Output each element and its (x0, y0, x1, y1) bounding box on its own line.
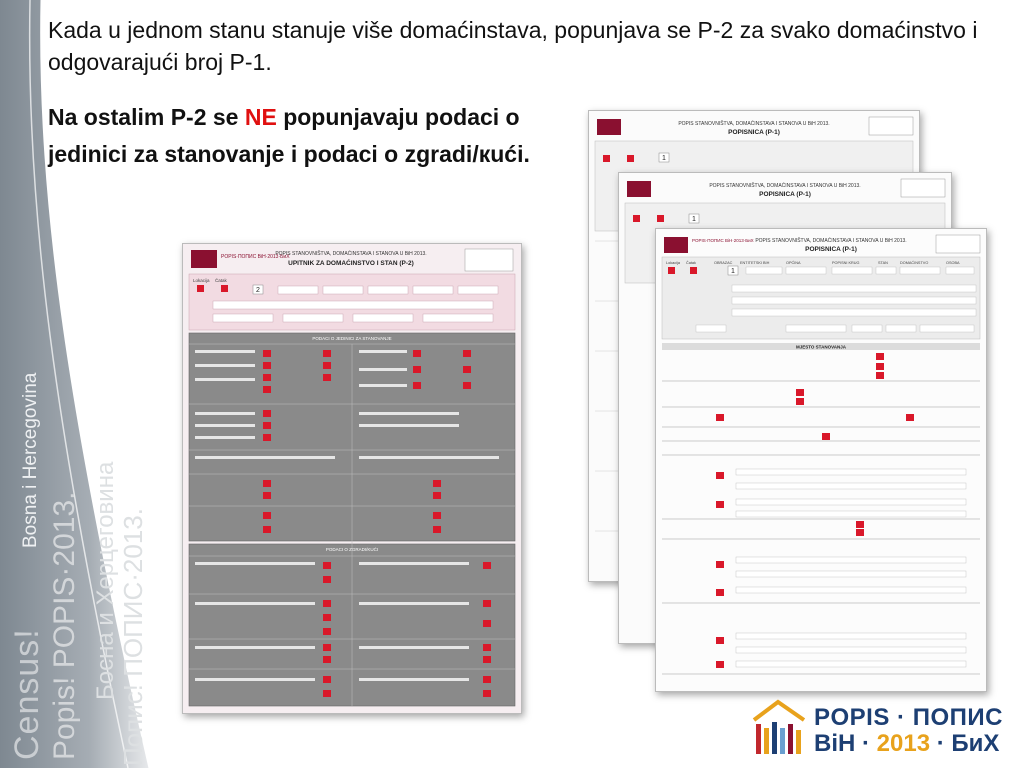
p1c-logo-text: POPIS·ПОПИС BiH·2013·БиХ (692, 238, 754, 243)
form-p1-front-drawing (656, 229, 986, 691)
p2-box-value: 2 (256, 287, 260, 294)
p2-field1: Lokacija (193, 278, 210, 283)
p1c-col-6: STAN (878, 261, 888, 265)
p1c-title: POPISNICA (P-1) (805, 246, 857, 253)
p2-field2: Čatak (215, 278, 227, 283)
p1c-section: MJESTO STANOVANJA (795, 344, 847, 350)
p1a-title: POPISNICA (P-1) (728, 129, 780, 136)
p1c-col-4: OPĆINA (786, 261, 801, 265)
p1c-col-0: Lokacija (666, 261, 680, 265)
logo-line1: POPIS · ПОПИС (814, 704, 1003, 731)
emphasis-paragraph (48, 99, 568, 173)
logo-line2-b: · БиХ (930, 730, 1000, 757)
p1c-col-1: Čatak (686, 261, 696, 265)
p1c-col-8: OSOBA (946, 261, 960, 265)
p2-section2: PODACI O ZGRADI/KUĆI (325, 547, 379, 552)
logo-house-icon (748, 698, 810, 760)
logo-line2-a: BiH · (814, 730, 877, 757)
p2-logo-text: POPIS·ПОПИС BiH·2013·БиХ (221, 254, 290, 260)
p2-title: UPITNIK ZA DOMAĆINSTVO I STAN (P-2) (288, 260, 414, 267)
emphasis-part1: Na ostalim P-2 se (48, 104, 245, 130)
logo-line2 (814, 730, 999, 758)
p1c-header: POPIS STANOVNIŠTVA, DOMAĆINSTAVA I STANOVA U BiH 2013. (755, 238, 907, 244)
p2-header: POPIS STANOVNIŠTVA, DOMAĆINSTAVA I STANOVA U BiH 2013. (275, 251, 427, 257)
form-p1-image-front (655, 228, 987, 692)
emphasis-ne: NE (244, 104, 277, 130)
form-p2-image (182, 243, 522, 714)
p1a-box-value: 1 (662, 155, 666, 162)
side-text-bih-cyrillic: Босна и Херцеговина (92, 461, 119, 700)
p1b-box-value: 1 (692, 216, 696, 223)
logo-year: 2013 (876, 730, 931, 757)
intro-paragraph: Kada u jednom stanu stanuje više domaćinstava, popunjava se P-2 za svako domaćinstvo i odgovarajući broj P-1. (48, 17, 978, 75)
emphasis-part2: popunjavaju podaci o jedinici za stanovanje i podaci o zgradi/кući. (48, 104, 530, 167)
form-p2-drawing (183, 244, 521, 713)
side-text-popis-cyrillic: Попис! ПОПИС·2013. (118, 508, 148, 766)
p2-section1: PODACI O JEDINICI ZA STANOVANJE (312, 336, 392, 341)
popis-logo (748, 698, 1018, 760)
side-text-bih-latin: Bosna i Hercegovina (20, 372, 41, 548)
p1c-col-2: OBRAZAC (714, 261, 733, 265)
side-text-census: Census! (8, 628, 46, 760)
p1c-col-5: POPISNI KRUG (832, 261, 860, 265)
p1b-header: POPIS STANOVNIŠTVA, DOMAĆINSTAVA I STANOVA U BiH 2013. (709, 183, 861, 189)
p1c-box-value: 1 (731, 268, 735, 275)
p1a-header: POPIS STANOVNIŠTVA, DOMAĆINSTAVA I STANOVA U BiH 2013. (678, 121, 830, 127)
side-text-popis: Popis! POPIS·2013. (48, 491, 81, 760)
p1c-col-3: ENTITETSKI BIH (740, 261, 770, 265)
p1c-col-7: DOMAĆINSTVO (900, 261, 929, 265)
p1b-title: POPISNICA (P-1) (759, 191, 811, 198)
